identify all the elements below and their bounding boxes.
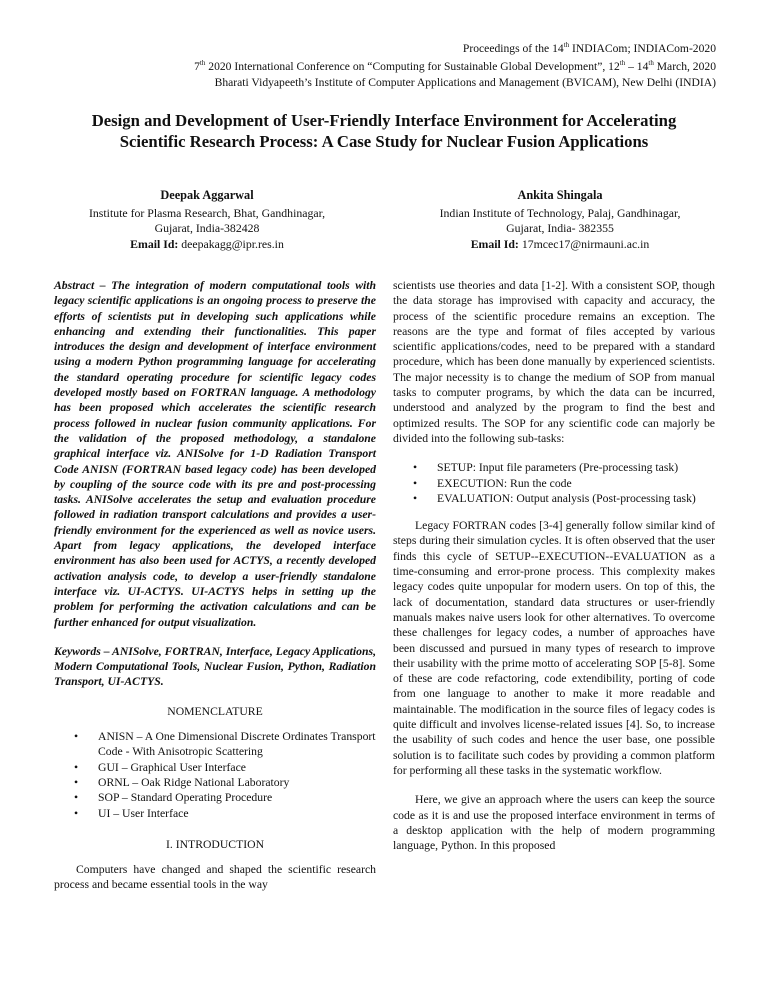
introduction-heading: I. INTRODUCTION xyxy=(165,837,265,851)
list-item: • GUI – Graphical User Interface xyxy=(74,760,246,774)
header-line-2: 7th 2020 International Conference on “Computing for Sustainable Global Development”, 12th – 14th March, 2020 xyxy=(194,59,716,74)
author-block-2 xyxy=(395,188,725,252)
left-column xyxy=(54,278,376,893)
subtask-list xyxy=(393,460,715,506)
right-column xyxy=(393,278,715,853)
body-paragraph: Legacy FORTRAN codes [3-4] generally follow similar kind of steps during their simulation cycles. It is often observed that the user finds this cycle of SETUP--EXECUTION--EVALUATION as a time-consuming and error-prone process. This complexity makes legacy codes quite unpopular for modern users. On top of this, the lack of documentation, standard data structures or user-friendly manuals makes naive users look for other alternatives. To overcome these challenges for legacy codes, a number of approaches have been discussed and pursued in many types of research to improve their usability with the prime motto of accelerating SOP [5-8]. Some of these are code refactoring, code extendibility, porting of code from one language to another to make it more readable and maintainable. The modification in the source files of legacy codes is quite difficult and involves license-related issues [4]. So, to increase the usability of such codes and hence the user base, one possible solution is to facilitate such codes by providing a common platform for performing all these tasks in the systematic workflow. xyxy=(393,519,715,777)
list-item: • UI – User Interface xyxy=(74,806,189,820)
author-affiliation: Indian Institute of Technology, Palaj, Gandhinagar, xyxy=(439,205,681,220)
author-block-1 xyxy=(42,188,372,252)
author-affiliation: Gujarat, India-382428 xyxy=(154,221,260,235)
introduction-paragraph: Computers have changed and shaped the scientific research process and became essential tools in the way xyxy=(54,863,376,892)
author-email: Email Id: 17mcec17@nirmauni.ac.in xyxy=(470,236,650,251)
list-item: • SOP – Standard Operating Procedure xyxy=(74,791,273,805)
proceedings-header xyxy=(194,38,716,90)
list-item: • EXECUTION: Run the code xyxy=(413,476,572,490)
list-item: • ORNL – Oak Ridge National Laboratory xyxy=(74,775,290,789)
paper-title: Design and Development of User-Friendly Interface Environment for Accelerating Scientific Research Process: A Case Study for Nuclear Fusion Applications xyxy=(91,111,677,151)
keywords: Keywords – ANISolve, FORTRAN, Interface, Legacy Applications, Modern Computational Tools, Nuclear Fusion, Python, Radiation Transport, UI-ACTYS. xyxy=(54,644,376,689)
list-item: • ANISN – A One Dimensional Discrete Ordinates Transport Code - With Anisotropic Scattering xyxy=(74,730,376,759)
nomenclature-list xyxy=(54,729,376,821)
author-affiliation: Institute for Plasma Research, Bhat, Gandhinagar, xyxy=(88,205,326,220)
author-email: Email Id: deepakagg@ipr.res.in xyxy=(130,236,284,251)
abstract: Abstract – The integration of modern computational tools with legacy scientific applications is an ongoing process to preserve the efforts of scientists put in developing such applications while enhancing and extending their functionalities. This paper introduces the design and development of interface environment using a modern Python programming language for accelerating the standard operating procedure for scientific legacy codes developed mostly based on FORTRAN language. A methodology has been proposed which accelerates the scientific research process followed in nuclear fusion community applications. For the validation of the proposed methodology, a standalone graphical interface viz. ANISolve for 1-D Radiation Transport Code ANISN (FORTRAN based legacy code) has been developed by coupling of the source code with its pre and post-processing tasks. ANISolve accelerates the setup and evaluation procedure followed in radiation transport calculations and provides a user-friendly environment for the experienced as well as novice users. Apart from legacy applications, the developed interface environment has also been used for ACTYS, a recently developed activation analysis code, to develop a user-friendly standalone interface viz. UI-ACTYS. UI-ACTYS helps in setting up the problem for performing the activation calculations and can be further enhanced for output visualization. xyxy=(54,279,376,629)
header-line-1: Proceedings of the 14th INDIACom; INDIACom-2020 xyxy=(462,41,716,55)
header-line-3: Bharati Vidyapeeth’s Institute of Computer Applications and Management (BVICAM), New Delhi (INDIA) xyxy=(214,75,716,89)
list-item: • SETUP: Input file parameters (Pre-processing task) xyxy=(413,461,679,475)
nomenclature-heading: NOMENCLATURE xyxy=(167,704,263,718)
body-paragraph: Here, we give an approach where the users can keep the source code as it is and use the proposed interface environment in terms of a desktop application with the help of modern programming language, Python. In this proposed xyxy=(393,793,715,853)
author-name: Ankita Shingala xyxy=(517,188,603,202)
list-item: • EVALUATION: Output analysis (Post-processing task) xyxy=(413,491,696,505)
body-paragraph: scientists use theories and data [1-2]. With a consistent SOP, though the data storage has improvised with capacity and accuracy, the process of the scientific procedure remains an exception. The reasons are the type and format of files accepted by various scientific applications/codes, need to be prepared with a standard procedure, which has been done manually by experienced scientists. The major necessity is to change the medium of SOP from manual tasks to computer programs, by which the data can be incurred, understood and analyzed by the program to find the best and optimized results. The SOP for any scientific code can majorly be divided into the following sub-tasks: xyxy=(393,279,715,445)
author-name: Deepak Aggarwal xyxy=(160,188,254,202)
author-affiliation: Gujarat, India- 382355 xyxy=(506,221,614,235)
